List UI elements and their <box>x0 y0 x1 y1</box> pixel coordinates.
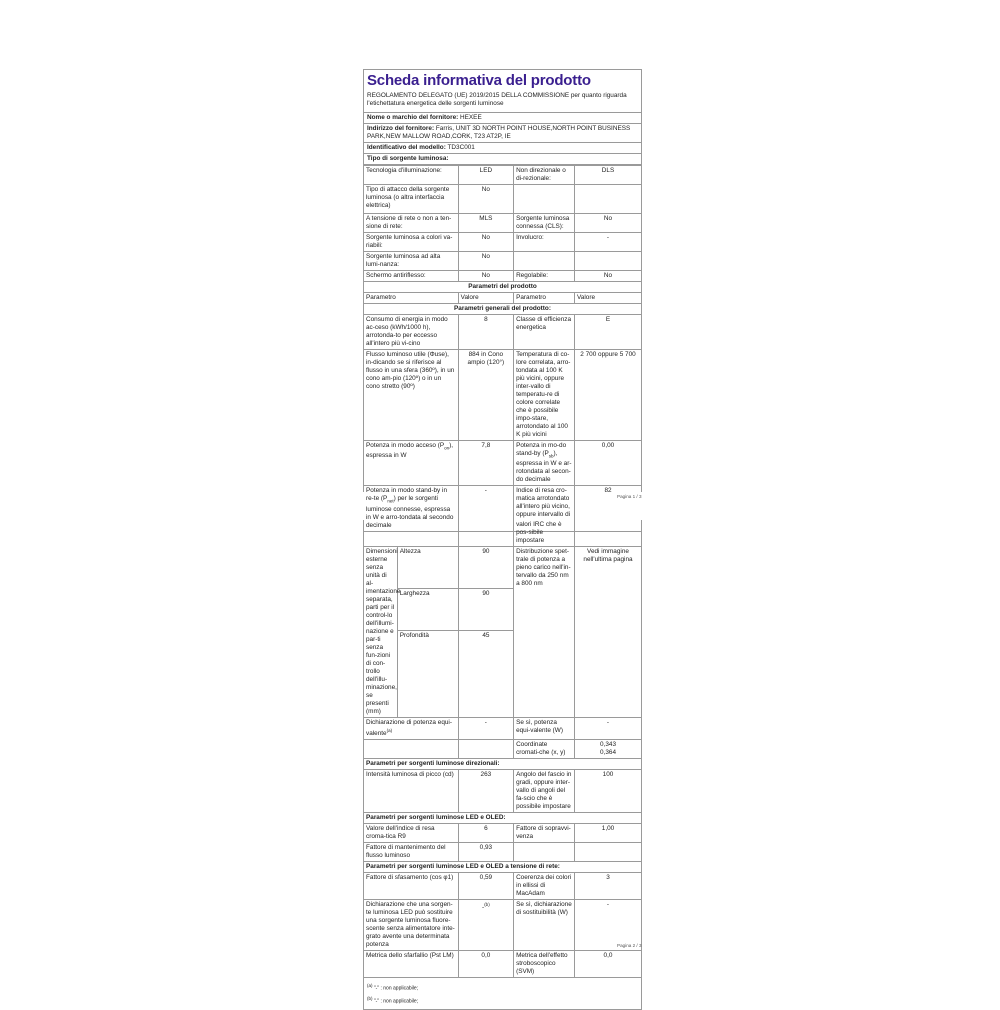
section-header: Parametri per sorgenti luminose direzionali: <box>364 759 641 770</box>
column-header: Valore <box>458 293 513 304</box>
param-label: Potenza in modo acceso $(P_{on})$, espressa in W <box>364 441 458 486</box>
param-label: Altezza <box>397 547 458 589</box>
table-row <box>364 350 641 441</box>
param-label: Fattore di sopravvi-venza <box>514 824 575 843</box>
param-value: - <box>575 233 642 252</box>
param-label: Tipo di attacco della sorgente luminosa (o altra interfaccia elettrica) <box>364 185 458 214</box>
param-value: - <box>458 486 513 531</box>
param-value: 90 <box>458 589 513 631</box>
param-value: - <box>575 900 642 951</box>
param-value: - <box>458 718 513 740</box>
table-row <box>364 185 641 214</box>
footnote-b: $^{(b)}$ "-" : non applicabile; <box>367 995 419 1005</box>
param-value: 0,59 <box>458 873 513 900</box>
param-label: Coordinate cromati-che (x, y) <box>514 740 575 759</box>
param-label: Sorgente luminosa ad alta lumi-nanza: <box>364 252 458 271</box>
type-label: Tipo di sorgente luminosa: <box>367 155 449 162</box>
param-label: Dichiarazione che una sorgen-te luminosa LED può sostituire una sorgente luminosa fluore-scente senza alimentatore inte-grato avente una determinata potenza <box>364 900 458 951</box>
param-value: 884 in Cono ampio (120°) <box>458 350 513 441</box>
param-value: No <box>458 252 513 271</box>
page-number-2: Pagina 2 / 3 <box>617 943 642 948</box>
param-label: Metrica dello sfarfallio (Pst LM) <box>364 951 458 978</box>
param-value: 0,00 <box>575 441 642 486</box>
param-value: 0,0 <box>458 951 513 978</box>
param-value: 90 <box>458 547 513 589</box>
param-label: Metrica dell'effetto stroboscopico (SVM) <box>514 951 575 978</box>
param-label: Sorgente luminosa a colori va-riabili: <box>364 233 458 252</box>
param-label: Involucro: <box>514 233 575 252</box>
param-label: Fattore di sfasamento (cos φ1) <box>364 873 458 900</box>
param-label: Fattore di mantenimento del flusso luminoso <box>364 843 458 862</box>
param-label: Distribuzione spet-trale di potenza a pieno carico nell'in-tervallo da 250 nm a 800 nm <box>514 547 575 718</box>
table-header-row <box>364 293 641 304</box>
param-value: DLS <box>575 166 642 185</box>
product-table-page-1 <box>364 165 641 532</box>
table-row <box>364 813 641 824</box>
supplier-address: Farris, UNIT 3D NORTH POINT HOUSE,NORTH POINT BUSINESS PARK,NEW MALLOW ROAD,CORK, T23 AT2P, IE <box>367 125 631 140</box>
model-row <box>364 143 641 154</box>
param-value: 0,343 0,364 <box>575 740 642 759</box>
param-value: No <box>575 214 642 233</box>
table-row <box>364 282 641 293</box>
param-value: 8 <box>458 315 513 350</box>
param-label: Dichiarazione di potenza equi-valente$^{(a)}$ <box>364 718 458 740</box>
param-label: Potenza in modo stand-by in re-te $(P_{net})$ per le sorgenti luminose connesse, espressa in W e arro-tondata al secondo decimale <box>364 486 458 531</box>
column-header: Parametro <box>514 293 575 304</box>
product-sheet-page-2 <box>363 520 642 1010</box>
footnotes <box>364 978 641 1009</box>
param-label: Larghezza <box>397 589 458 631</box>
table-row <box>364 900 641 951</box>
table-row <box>364 252 641 271</box>
table-row <box>364 441 641 486</box>
table-row <box>364 166 641 185</box>
supplier-address-row <box>364 124 641 143</box>
table-row <box>364 315 641 350</box>
table-row <box>364 843 641 862</box>
param-value: 1,00 <box>575 824 642 843</box>
param-value: 263 <box>458 770 513 813</box>
column-header: Valore <box>575 293 642 304</box>
table-row <box>364 770 641 813</box>
supplier-address-label: Indirizzo del fornitore: <box>367 125 435 132</box>
param-value: 0,0 <box>575 951 642 978</box>
param-label: Se sì, dichiarazione di sostituibilità (W) <box>514 900 575 951</box>
section-header: Parametri generali del prodotto: <box>364 304 641 315</box>
page-title: Scheda informativa del prodotto <box>367 72 591 89</box>
param-value: - <box>575 718 642 740</box>
footnote-a: $^{(a)}$ "-" : non applicabile; <box>367 983 419 992</box>
param-value: MLS <box>458 214 513 233</box>
table-row <box>364 547 641 589</box>
param-label: Sorgente luminosa connessa (CLS): <box>514 214 575 233</box>
param-value: 45 <box>458 631 513 718</box>
table-row <box>364 718 641 740</box>
param-label: Potenza in mo-do stand-by $(P_{sb})$, espressa in W e ar-rotondata al secon-do decimale <box>514 441 575 486</box>
section-header: Parametri per sorgenti luminose LED e OLED a tensione di rete: <box>364 862 641 873</box>
param-label: Valore dell'indice di resa croma-tica R9 <box>364 824 458 843</box>
section-header: Parametri del prodotto <box>364 282 641 293</box>
param-value: LED <box>458 166 513 185</box>
param-label: valori IRC che è pos-sibile impostare <box>514 520 575 547</box>
param-value: No <box>575 271 642 282</box>
table-row <box>364 862 641 873</box>
param-value: E <box>575 315 642 350</box>
sheet-header <box>364 70 641 113</box>
param-label: Tecnologia d'illuminazione: <box>364 166 458 185</box>
param-label: Profondità <box>397 631 458 718</box>
param-label: Regolabile: <box>514 271 575 282</box>
product-table-page-2 <box>364 520 641 978</box>
table-row <box>364 824 641 843</box>
model-id: TD3C001 <box>447 144 475 151</box>
table-row <box>364 873 641 900</box>
param-label: Indice di resa cro-matica arrotondato all'intero più vicino, oppure intervallo di <box>514 486 575 531</box>
param-value: 0,93 <box>458 843 513 862</box>
table-row <box>364 271 641 282</box>
param-label: Flusso luminoso utile (Φuse), in-dicando se si riferisce al flusso in una sfera (360º), in un cono am-pio (120º) o in un cono stretto (90º) <box>364 350 458 441</box>
param-label: Angolo del fascio in gradi, oppure inter-vallo di angoli del fa-scio che è possibile impostare <box>514 770 575 813</box>
type-row <box>364 154 641 165</box>
param-value: 6 <box>458 824 513 843</box>
table-row <box>364 759 641 770</box>
param-label: Consumo di energia in modo ac-ceso (kWh/1000 h), arrotonda-to per eccesso all'intero più vi-cino <box>364 315 458 350</box>
param-value: 3 <box>575 873 642 900</box>
param-label: Dimensioni esterne senza unità di al-imentazione separata, parti per il control-lo dell'illumi-nazione e par-ti senza fun-zioni di con-trollo dell'illu-minazione, se presenti (mm) <box>364 547 397 718</box>
param-label: Temperatura di co-lore correlata, arro-tondata al 100 K più vicini, oppure inter-vallo di temperatu-re di colore correlate che è possibile impo-stare, arrotondato al 100 K più vicini <box>514 350 575 441</box>
param-label: Coerenza dei colori in ellissi di MacAdam <box>514 873 575 900</box>
param-label: Non direzionale o di-rezionale: <box>514 166 575 185</box>
supplier-name-label: Nome o marchio del fornitore: <box>367 114 459 121</box>
param-value: 7,8 <box>458 441 513 486</box>
supplier-name: HEXEE <box>460 114 482 121</box>
model-label: Identificativo del modello: <box>367 144 446 151</box>
supplier-name-row <box>364 113 641 124</box>
param-value: 2 700 oppure 5 700 <box>575 350 642 441</box>
param-label: Se sì, potenza equi-valente (W) <box>514 718 575 740</box>
param-value: Vedi immagine nell'ultima pagina <box>575 547 642 718</box>
param-value: No <box>458 233 513 252</box>
param-label: Classe di efficienza energetica <box>514 315 575 350</box>
table-row <box>364 214 641 233</box>
table-row <box>364 304 641 315</box>
param-value: -$^{(b)}$ <box>458 900 513 951</box>
param-label: Intensità luminosa di picco (cd) <box>364 770 458 813</box>
param-label: A tensione di rete o non a ten-sione di rete: <box>364 214 458 233</box>
param-value: 100 <box>575 770 642 813</box>
table-row <box>364 951 641 978</box>
param-value: No <box>458 185 513 214</box>
page-number-1: Pagina 1 / 3 <box>617 494 642 499</box>
table-row <box>364 520 641 547</box>
column-header: Parametro <box>364 293 458 304</box>
table-row <box>364 233 641 252</box>
param-value: 82 <box>575 486 642 531</box>
param-label: Schermo antiriflesso: <box>364 271 458 282</box>
section-header: Parametri per sorgenti luminose LED e OLED: <box>364 813 641 824</box>
regulation-subtitle: REGOLAMENTO DELEGATO (UE) 2019/2015 DELLA COMMISSIONE per quanto riguarda l'etichettatura energetica delle sorgenti luminose <box>367 92 627 107</box>
table-row <box>364 740 641 759</box>
param-value: No <box>458 271 513 282</box>
